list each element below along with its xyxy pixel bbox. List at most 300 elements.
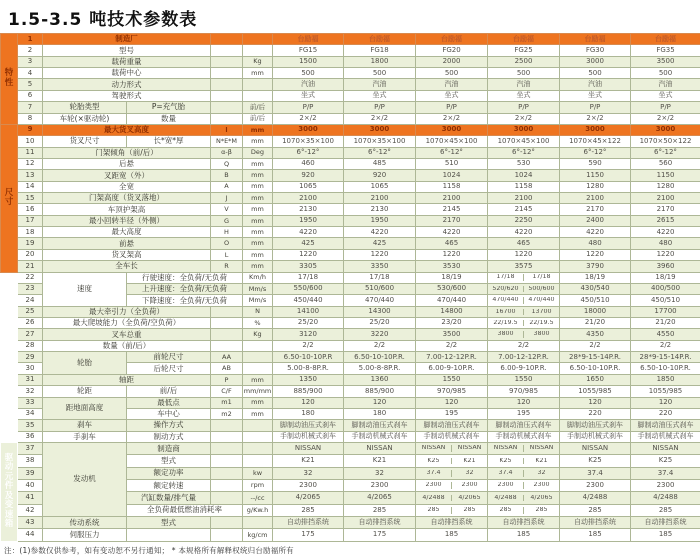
footer-note: 注：(1)参数仅供参考，如有变动恕不另行通知； * 本规格所有解释权统归台励福所有: [4, 545, 700, 556]
value-cell: 450/510: [631, 295, 700, 306]
value-cell: 3000: [416, 124, 488, 135]
table-row: [1, 124, 700, 135]
unit-cell: mm/mm: [243, 386, 273, 397]
param-name-cell: 额定功率: [127, 467, 211, 479]
unit-cell: [243, 363, 273, 374]
row-number-cell: 29: [18, 352, 43, 363]
value-cell: 195: [488, 408, 560, 419]
value-cell: 1024: [416, 170, 488, 181]
param-name-cell: 全宽: [43, 181, 211, 192]
value-cell: 1055/985: [560, 386, 631, 397]
unit-cell: Km/h: [243, 272, 273, 283]
param-name-cell: 轴距: [43, 374, 211, 385]
value-cell: 手制动机械式刹车: [344, 431, 416, 442]
value-cell: NISSAN: [631, 442, 700, 454]
row-number-cell: 21: [18, 261, 43, 272]
unit-cell: [243, 90, 273, 101]
value-cell: 汽油: [488, 79, 560, 90]
value-cell: 32: [273, 467, 344, 479]
value-cell: 560: [631, 158, 700, 169]
row-number-cell: 7: [18, 102, 43, 113]
value-cell: P/P: [344, 102, 416, 113]
unit-cell: [243, 455, 273, 467]
table-row: [1, 136, 700, 147]
value-cell: 1350: [273, 374, 344, 385]
table-row: [1, 249, 700, 260]
value-cell: 120: [560, 397, 631, 408]
value-cell: 脚制动油压式刹车: [273, 420, 344, 431]
value-cell: 4220: [560, 227, 631, 238]
value-cell: 175: [273, 529, 344, 542]
value-cell: 7.00-12-12P.R.: [488, 352, 560, 363]
value-cell: 2/2: [560, 340, 631, 351]
param-name-cell: 额定转速: [127, 479, 211, 491]
value-cell: 120: [416, 397, 488, 408]
row-number-cell: 28: [18, 340, 43, 351]
value-cell: 自动排挡系统: [560, 516, 631, 528]
param-name-cell: 门架高度（货叉落地）: [43, 193, 211, 204]
param-name-cell: 最低点: [127, 397, 211, 408]
value-cell: 自动排挡系统: [344, 516, 416, 528]
value-cell: 17/18 17/18: [488, 272, 560, 283]
value-cell: 470/440: [344, 295, 416, 306]
value-cell: 3800 3800: [488, 329, 560, 340]
unit-cell: mm: [243, 204, 273, 215]
table-row: [1, 113, 700, 124]
value-cell: 23/20: [416, 317, 488, 328]
symbol-cell: [211, 516, 243, 528]
row-number-cell: 24: [18, 295, 43, 306]
value-cell: 3530: [416, 261, 488, 272]
symbol-cell: α-β: [211, 147, 243, 158]
value-cell: 16700 13700: [488, 306, 560, 317]
category-cell: 性 能: [1, 272, 18, 340]
symbol-cell: L: [211, 249, 243, 260]
param-group-cell: 货叉尺寸: [43, 136, 127, 147]
value-cell: 4/2065: [344, 492, 416, 504]
value-cell: K25 K21: [416, 455, 488, 467]
value-cell: 1650: [560, 374, 631, 385]
table-row: [1, 386, 700, 397]
value-cell: 14100: [273, 306, 344, 317]
value-cell: NISSAN NISSAN: [416, 442, 488, 454]
symbol-cell: Q: [211, 158, 243, 169]
row-number-cell: 19: [18, 238, 43, 249]
value-cell: 6.00-9-10P.R.: [416, 363, 488, 374]
value-cell: 4/2488: [560, 492, 631, 504]
unit-cell: mm: [243, 181, 273, 192]
table-row: [1, 34, 700, 45]
value-cell: 530: [488, 158, 560, 169]
param-name-cell: 叉车总重: [43, 329, 211, 340]
table-row: [1, 170, 700, 181]
row-number-cell: 23: [18, 283, 43, 294]
param-group-cell: 刹车: [43, 420, 127, 431]
row-number-cell: 42: [18, 504, 43, 516]
value-cell: FG35: [631, 45, 700, 56]
symbol-cell: [211, 90, 243, 101]
value-cell: 2×/2: [344, 113, 416, 124]
value-cell: 4220: [488, 227, 560, 238]
value-cell: NISSAN NISSAN: [488, 442, 560, 454]
value-cell: 2×/2: [416, 113, 488, 124]
param-group-cell: 车轮(×驱动轮): [43, 113, 127, 124]
row-number-cell: 4: [18, 68, 43, 79]
value-cell: 汽油: [631, 79, 700, 90]
table-row: [1, 45, 700, 56]
value-cell: 6°-12°: [273, 147, 344, 158]
unit-cell: mm: [243, 124, 273, 135]
value-cell: 1065: [344, 181, 416, 192]
value-cell: 3220: [344, 329, 416, 340]
value-cell: 17/18: [344, 272, 416, 283]
param-name-cell: 最大高度: [43, 227, 211, 238]
param-name-cell: 长*宽*厚: [127, 136, 211, 147]
symbol-cell: H: [211, 227, 243, 238]
param-name-cell: [127, 529, 211, 542]
unit-cell: mm: [243, 170, 273, 181]
value-cell: 2300 2300: [488, 479, 560, 491]
row-number-cell: 13: [18, 170, 43, 181]
value-cell: 17/18: [273, 272, 344, 283]
value-cell: 500: [273, 68, 344, 79]
value-cell: P/P: [273, 102, 344, 113]
table-row: [1, 181, 700, 192]
value-cell: 285: [631, 504, 700, 516]
param-group-cell: 速度: [43, 272, 127, 306]
value-cell: 500: [344, 68, 416, 79]
value-cell: P/P: [488, 102, 560, 113]
value-cell: 2300: [631, 479, 700, 491]
value-cell: 970/985: [488, 386, 560, 397]
table-row: [1, 193, 700, 204]
value-cell: 37.4: [560, 467, 631, 479]
value-cell: NISSAN: [344, 442, 416, 454]
value-cell: 1220: [344, 249, 416, 260]
value-cell: K25 K21: [488, 455, 560, 467]
value-cell: 1070×35×100: [344, 136, 416, 147]
value-cell: 1070×50×122: [631, 136, 700, 147]
value-cell: 2/2: [344, 340, 416, 351]
value-cell: 5.00-8-8P.R.: [273, 363, 344, 374]
symbol-cell: P: [211, 374, 243, 385]
row-number-cell: 25: [18, 306, 43, 317]
value-cell: 6.50-10-10P.R.: [344, 352, 416, 363]
value-cell: 3000: [560, 124, 631, 135]
row-number-cell: 32: [18, 386, 43, 397]
row-number-cell: 22: [18, 272, 43, 283]
value-cell: 1550: [416, 374, 488, 385]
value-cell: NISSAN: [560, 442, 631, 454]
category-cell: 尺 寸: [1, 124, 18, 272]
value-cell: 4/2488: [631, 492, 700, 504]
param-name-cell: 型式: [127, 455, 211, 467]
unit-cell: Kg: [243, 56, 273, 67]
value-cell: 2170: [416, 215, 488, 226]
row-number-cell: 10: [18, 136, 43, 147]
unit-cell: [243, 79, 273, 90]
param-name-cell: 行驶速度：全负荷/无负荷: [127, 272, 243, 283]
param-name-cell: 最小回转半径（外侧）: [43, 215, 211, 226]
value-cell: 920: [344, 170, 416, 181]
symbol-cell: J: [211, 193, 243, 204]
value-cell: 37.4 32: [416, 467, 488, 479]
value-cell: 6°-12°: [344, 147, 416, 158]
value-cell: 2300: [560, 479, 631, 491]
param-name-cell: 载荷中心: [43, 68, 211, 79]
value-cell: 2000: [416, 56, 488, 67]
value-cell: 590: [560, 158, 631, 169]
value-cell: 手制动机械式刹车: [273, 431, 344, 442]
value-cell: 7.00-12-12P.R.: [416, 352, 488, 363]
value-cell: 180: [273, 408, 344, 419]
param-name-cell: 型号: [43, 45, 211, 56]
symbol-cell: l: [211, 124, 243, 135]
symbol-cell: C/F: [211, 386, 243, 397]
param-name-cell: 门架倾角（前/后）: [43, 147, 211, 158]
page-title: 1.5-3.5 吨技术参数表: [8, 5, 700, 30]
value-cell: 450/510: [560, 295, 631, 306]
value-cell: 3790: [560, 261, 631, 272]
value-cell: 1024: [488, 170, 560, 181]
unit-cell: mm: [243, 261, 273, 272]
param-name-cell: 最大牵引力（全负荷）: [43, 306, 211, 317]
row-number-cell: 14: [18, 181, 43, 192]
value-cell: 480: [631, 238, 700, 249]
table-row: [1, 374, 700, 385]
value-cell: 185: [416, 529, 488, 542]
value-cell: 28*9-15-14P.R.: [631, 352, 700, 363]
value-cell: 手制动机械式刹车: [416, 431, 488, 442]
param-group-cell: 伺服压力: [43, 529, 127, 542]
value-cell: 37.4: [631, 467, 700, 479]
value-cell: K25: [631, 455, 700, 467]
unit-cell: kg/cm: [243, 529, 273, 542]
value-cell: 3000: [488, 124, 560, 135]
unit-cell: mm: [243, 136, 273, 147]
value-cell: 3575: [488, 261, 560, 272]
unit-cell: mm: [243, 68, 273, 79]
value-cell: 2130: [344, 204, 416, 215]
value-cell: 台励福: [416, 34, 488, 45]
table-row: [1, 529, 700, 542]
table-row: [1, 90, 700, 101]
row-number-cell: 30: [18, 363, 43, 374]
value-cell: 3000: [560, 56, 631, 67]
param-name-cell: P=充气胎: [127, 102, 211, 113]
param-name-cell: 最大爬坡能力（全负荷/空负荷）: [43, 317, 211, 328]
unit-cell: mm: [243, 249, 273, 260]
symbol-cell: [211, 479, 243, 491]
value-cell: 485: [344, 158, 416, 169]
row-number-cell: 6: [18, 90, 43, 101]
value-cell: 185: [560, 529, 631, 542]
value-cell: 500: [560, 68, 631, 79]
unit-cell: mm: [243, 158, 273, 169]
table-row: [1, 431, 700, 442]
value-cell: P/P: [560, 102, 631, 113]
value-cell: FG20: [416, 45, 488, 56]
symbol-cell: [211, 467, 243, 479]
symbol-cell: [211, 45, 243, 56]
value-cell: 2250: [488, 215, 560, 226]
value-cell: 18/19: [560, 272, 631, 283]
unit-cell: mm: [243, 238, 273, 249]
value-cell: 4220: [416, 227, 488, 238]
unit-cell: kw: [243, 467, 273, 479]
value-cell: FG25: [488, 45, 560, 56]
value-cell: 坐式: [631, 90, 700, 101]
value-cell: 3000: [273, 124, 344, 135]
value-cell: 480: [560, 238, 631, 249]
value-cell: 1070×35×100: [273, 136, 344, 147]
value-cell: 2145: [488, 204, 560, 215]
value-cell: 1150: [631, 170, 700, 181]
value-cell: 2130: [273, 204, 344, 215]
value-cell: 脚制动油压式刹车: [631, 420, 700, 431]
row-number-cell: 9: [18, 124, 43, 135]
unit-cell: N: [243, 306, 273, 317]
value-cell: 1220: [416, 249, 488, 260]
unit-cell: mm: [243, 397, 273, 408]
value-cell: 1550: [488, 374, 560, 385]
value-cell: 500: [488, 68, 560, 79]
param-name-cell: 车顶护架高: [43, 204, 211, 215]
param-name-cell: 最大货叉高度: [43, 124, 211, 135]
unit-cell: [243, 420, 273, 431]
value-cell: 2/2: [631, 340, 700, 351]
symbol-cell: [211, 340, 243, 351]
row-number-cell: 12: [18, 158, 43, 169]
table-row: [1, 340, 700, 351]
value-cell: 自动排挡系统: [631, 516, 700, 528]
row-number-cell: 43: [18, 516, 43, 528]
row-number-cell: 36: [18, 431, 43, 442]
value-cell: 坐式: [488, 90, 560, 101]
spec-table: [0, 33, 700, 542]
param-name-cell: 制造商: [127, 442, 211, 454]
value-cell: 4/2065: [273, 492, 344, 504]
value-cell: 14300: [344, 306, 416, 317]
row-number-cell: 1: [18, 34, 43, 45]
value-cell: 2100: [273, 193, 344, 204]
symbol-cell: R: [211, 261, 243, 272]
value-cell: 3000: [344, 124, 416, 135]
value-cell: 550/600: [273, 283, 344, 294]
param-group-cell: 轮胎: [43, 352, 127, 375]
value-cell: 18/19: [631, 272, 700, 283]
value-cell: 脚制动油压式刹车: [344, 420, 416, 431]
unit-cell: mm: [243, 408, 273, 419]
param-name-cell: 全负荷最低燃油消耗率: [127, 504, 243, 516]
row-number-cell: 16: [18, 204, 43, 215]
value-cell: 台励福: [631, 34, 700, 45]
value-cell: 470/440 470/440: [488, 295, 560, 306]
row-number-cell: 35: [18, 420, 43, 431]
value-cell: 1280: [631, 181, 700, 192]
unit-cell: [243, 340, 273, 351]
symbol-cell: [211, 79, 243, 90]
value-cell: 脚制动油压式刹车: [560, 420, 631, 431]
value-cell: 台励福: [273, 34, 344, 45]
value-cell: 425: [344, 238, 416, 249]
param-name-cell: 制造厂: [43, 34, 211, 45]
row-number-cell: 26: [18, 317, 43, 328]
value-cell: 2300: [344, 479, 416, 491]
value-cell: 1070×45×122: [560, 136, 631, 147]
value-cell: 6.50-10-10P.R: [273, 352, 344, 363]
value-cell: 500: [631, 68, 700, 79]
param-name-cell: 车中心: [127, 408, 211, 419]
value-cell: 手制动机械式刹车: [560, 431, 631, 442]
value-cell: 2100: [560, 193, 631, 204]
table-row: [1, 261, 700, 272]
value-cell: 1800: [344, 56, 416, 67]
value-cell: 1220: [560, 249, 631, 260]
value-cell: 195: [416, 408, 488, 419]
value-cell: 520/620 500/600: [488, 283, 560, 294]
value-cell: 120: [273, 397, 344, 408]
symbol-cell: [211, 455, 243, 467]
value-cell: 400/500: [631, 283, 700, 294]
value-cell: 970/985: [416, 386, 488, 397]
value-cell: P/P: [631, 102, 700, 113]
row-number-cell: 40: [18, 479, 43, 491]
value-cell: 1065: [273, 181, 344, 192]
value-cell: 1055/985: [631, 386, 700, 397]
value-cell: 台励福: [488, 34, 560, 45]
param-name-cell: 货叉架高: [43, 249, 211, 260]
param-name-cell: 汽缸数量/排气量: [127, 492, 211, 504]
value-cell: 510: [416, 158, 488, 169]
symbol-cell: m2: [211, 408, 243, 419]
value-cell: 2×/2: [560, 113, 631, 124]
row-number-cell: 31: [18, 374, 43, 385]
unit-cell: [243, 442, 273, 454]
value-cell: FG18: [344, 45, 416, 56]
symbol-cell: O: [211, 238, 243, 249]
value-cell: 285: [560, 504, 631, 516]
value-cell: 32: [344, 467, 416, 479]
value-cell: 220: [560, 408, 631, 419]
value-cell: 6.50-10-10P.R.: [560, 363, 631, 374]
value-cell: FG30: [560, 45, 631, 56]
unit-cell: Deg: [243, 147, 273, 158]
value-cell: 脚制动油压式刹车: [488, 420, 560, 431]
value-cell: 450/440: [273, 295, 344, 306]
param-name-cell: 数量: [127, 113, 211, 124]
value-cell: 14800: [416, 306, 488, 317]
value-cell: 1500: [273, 56, 344, 67]
symbol-cell: G: [211, 215, 243, 226]
symbol-cell: B: [211, 170, 243, 181]
value-cell: 坐式: [560, 90, 631, 101]
unit-cell: mm: [243, 374, 273, 385]
value-cell: FG15: [273, 45, 344, 56]
value-cell: 21/20: [631, 317, 700, 328]
value-cell: 2100: [488, 193, 560, 204]
value-cell: 4350: [560, 329, 631, 340]
row-number-cell: 38: [18, 455, 43, 467]
value-cell: 汽油: [416, 79, 488, 90]
value-cell: 17700: [631, 306, 700, 317]
row-number-cell: 34: [18, 408, 43, 419]
symbol-cell: AB: [211, 363, 243, 374]
param-name-cell: 制动方式: [127, 431, 211, 442]
unit-cell: --/cc: [243, 492, 273, 504]
unit-cell: g/Kw.h: [243, 504, 273, 516]
value-cell: 185: [631, 529, 700, 542]
